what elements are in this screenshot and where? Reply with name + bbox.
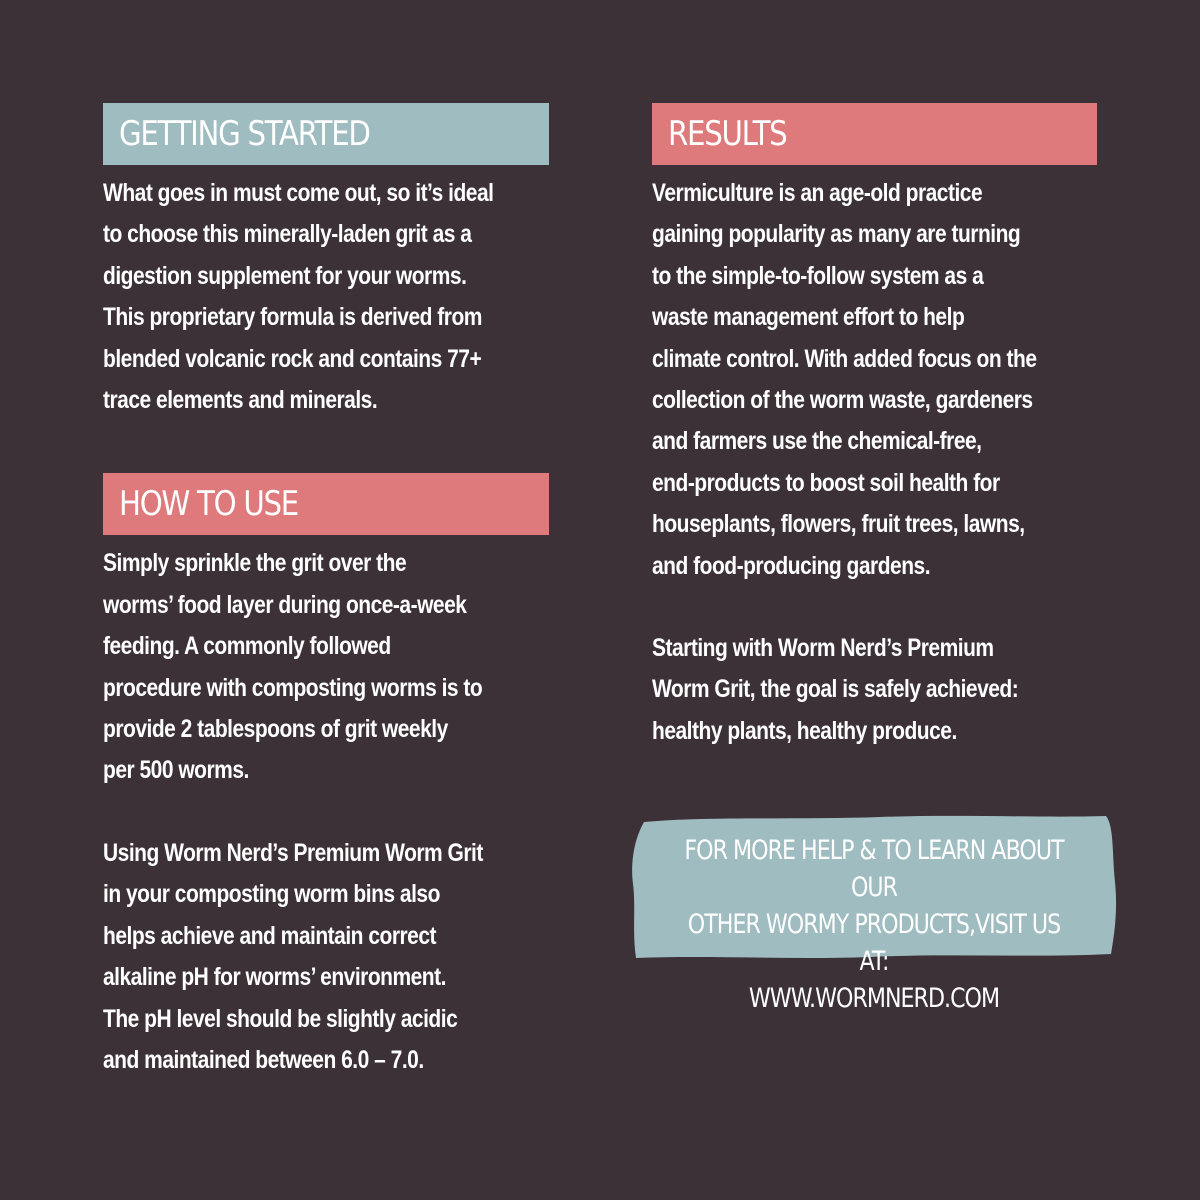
- text-line: and food-producing gardens.: [652, 551, 931, 580]
- text-line: per 500 worms.: [103, 756, 249, 785]
- text-line: gaining popularity as many are turning: [652, 220, 1021, 249]
- text-line: procedure with composting worms is to: [103, 673, 483, 702]
- text-line: trace elements and minerals.: [103, 386, 378, 415]
- text-line: feeding. A commonly followed: [103, 632, 391, 661]
- results-body: [652, 173, 1112, 752]
- callout-text: [630, 832, 1118, 1017]
- getting-started-title: GETTING STARTED: [119, 114, 370, 154]
- text-line: waste management effort to help: [652, 303, 965, 332]
- text-line: Vermiculture is an age-old practice: [652, 179, 983, 207]
- right-column: [652, 103, 1112, 752]
- text-line: and maintained between 6.0 – 7.0.: [103, 1045, 424, 1074]
- text-line: to the simple-to-follow system as a: [652, 261, 984, 290]
- callout-line: FOR MORE HELP & TO LEARN ABOUT OUR: [684, 835, 1064, 903]
- text-line: Starting with Worm Nerd’s Premium: [652, 634, 994, 663]
- paragraph-gap: [652, 587, 1112, 628]
- text-line: provide 2 tablespoons of grit weekly: [103, 715, 448, 744]
- text-line: to choose this minerally-laden grit as a: [103, 220, 472, 249]
- text-line: in your composting worm bins also: [103, 880, 440, 909]
- text-line: worms’ food layer during once-a-week: [103, 590, 467, 619]
- text-line: What goes in must come out, so it’s ideal: [103, 179, 494, 207]
- text-line: Worm Grit, the goal is safely achieved:: [652, 675, 1019, 704]
- how-to-use-title: HOW TO USE: [119, 484, 298, 525]
- text-line: digestion supplement for your worms.: [103, 261, 467, 290]
- text-line: and farmers use the chemical-free,: [652, 427, 982, 456]
- getting-started-header: [103, 103, 549, 165]
- text-line: Using Worm Nerd’s Premium Worm Grit: [103, 838, 483, 867]
- text-line: collection of the worm waste, gardeners: [652, 386, 1033, 415]
- how-to-use-header: [103, 473, 549, 535]
- how-to-use-section: [103, 473, 553, 1081]
- text-line: blended volcanic rock and contains 77+: [103, 344, 482, 373]
- getting-started-body: [103, 173, 553, 421]
- how-to-use-body: [103, 543, 553, 1081]
- paragraph-gap: [103, 792, 553, 833]
- results-header: [652, 103, 1097, 165]
- text-line: This proprietary formula is derived from: [103, 303, 482, 332]
- results-section: [652, 103, 1112, 752]
- text-line: Simply sprinkle the grit over the: [103, 549, 407, 578]
- text-line: end-products to boost soil health for: [652, 468, 1000, 497]
- text-line: The pH level should be slightly acidic: [103, 1004, 458, 1033]
- text-line: climate control. With added focus on the: [652, 344, 1037, 373]
- website-url: WWW.WORMNERD.COM: [748, 983, 1000, 1014]
- text-line: alkaline pH for worms’ environment.: [103, 963, 446, 992]
- callout-line: OTHER WORMY PRODUCTS,VISIT US AT:: [687, 909, 1061, 977]
- text-line: helps achieve and maintain correct: [103, 921, 436, 950]
- text-line: houseplants, flowers, fruit trees, lawns,: [652, 510, 1025, 539]
- text-line: healthy plants, healthy produce.: [652, 716, 957, 745]
- results-title: RESULTS: [668, 114, 787, 154]
- left-column: [103, 103, 553, 1081]
- website-callout: [630, 812, 1118, 1014]
- getting-started-section: [103, 103, 553, 421]
